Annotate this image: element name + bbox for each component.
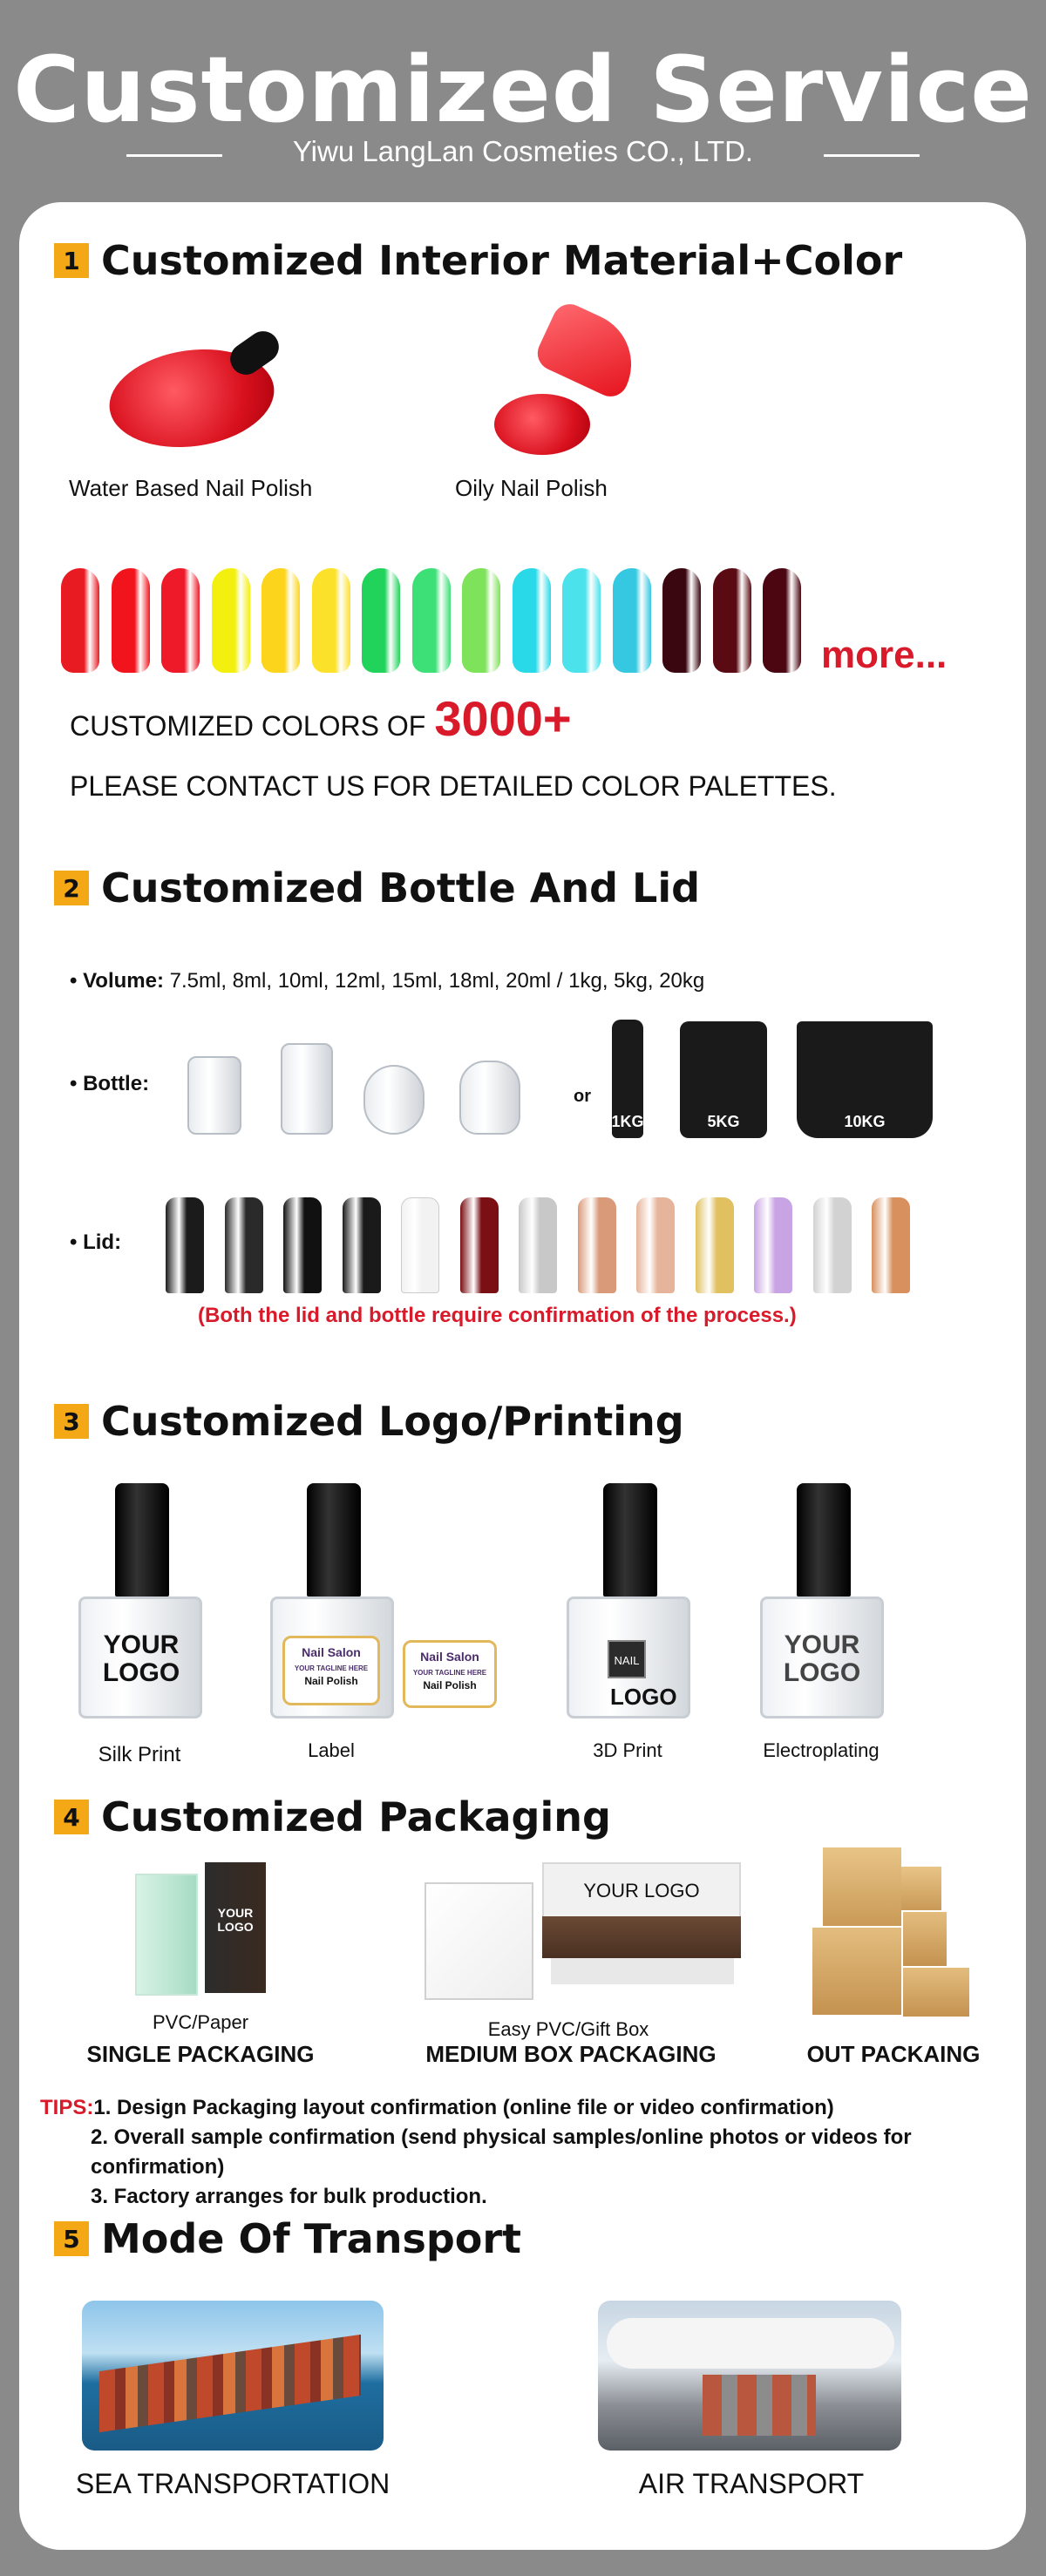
section-1-header — [54, 237, 902, 284]
section-5-header — [54, 2215, 521, 2262]
section-number: 5 — [54, 2221, 89, 2256]
color-swatch — [713, 568, 751, 673]
bottle-label: Bottle: — [83, 1072, 150, 1095]
color-swatch — [412, 568, 451, 673]
tip-item: 2. Overall sample confirmation (send physical samples/online photos or videos for confirmation) — [91, 2125, 912, 2179]
lid-sample — [283, 1197, 322, 1293]
contact-line: PLEASE CONTACT US FOR DETAILED COLOR PALETTES. — [70, 770, 837, 802]
section-4-header — [54, 1793, 611, 1840]
lid-sample — [225, 1197, 263, 1293]
medium-packaging-label: MEDIUM BOX PACKAGING — [425, 2041, 717, 2067]
lid-sample — [754, 1197, 792, 1293]
bottle-label-row — [70, 1072, 149, 1096]
sea-transport-label: SEA TRANSPORTATION — [75, 2468, 391, 2499]
air-transport-label: AIR TRANSPORT — [638, 2468, 865, 2499]
lid-sample — [813, 1197, 852, 1293]
lid-sample — [343, 1197, 381, 1293]
colors-prefix: CUSTOMIZED COLORS OF — [70, 710, 426, 742]
content-card: 1 Customized Interior Material+Color Water Based Nail Polish Oily Nail Polish more... CUSTOMIZED COLORS OF 3000+ PLEASE CONTACT US FOR DETAILED COLOR PALETTES. 2 Customized Bottle And Lid • Volume: 7.5ml, 8ml, 10ml, 12ml, 15ml, 18ml, 20ml / 1kg, 5kg, 20kg • Bottle: or 1KG 5KG 10KG • Lid: (Both the lid and bottle require confirmation of the process.) 3 Customized Logo/Printing YOUR LOGO Silk Print Nail Salon YOUR TAGLINE HERE Nail Polish Nail Salon YOUR TAGLINE HERE Nail Polish Label NAIL LOGO 3D Print YOUR LOGO Electroplating 4 Customized Packaging YOUR LOGO PVC/Paper SINGLE PACKAGING YOUR LOGO Easy PVC/Gift Box MEDIUM BOX PACKAGING OUT PACKAING TIPS:1. Design Packaging layout confirmation (online file or video confirmation) 2. Overall sample confirmation (send physical samples/online photos or videos for confirmation) 3. Factory arranges for bulk production. 5 Mode Of Transport SEA TRANSPORTATION AIR TRANSPORT — [19, 202, 1026, 2550]
5kg-jerrycan: 5KG — [680, 1021, 767, 1138]
10kg-bucket: 10KG — [797, 1021, 933, 1138]
lid-sample — [166, 1197, 204, 1293]
section-title: Mode Of Transport — [101, 2215, 522, 2262]
product-label: Water Based Nail Polish — [69, 475, 313, 501]
section-title: Customized Bottle And Lid — [101, 864, 701, 912]
cargo-ship-photo — [82, 2301, 384, 2451]
bullet-dot: • — [70, 969, 78, 993]
lid-sample — [578, 1197, 616, 1293]
lid-sample — [519, 1197, 557, 1293]
color-swatch — [262, 568, 300, 673]
out-packaging-label: OUT PACKAING — [806, 2041, 981, 2067]
process-note: (Both the lid and bottle require confirmation of the process.) — [198, 1304, 797, 1327]
lid-sample — [696, 1197, 734, 1293]
section-title: Customized Packaging — [101, 1793, 611, 1840]
color-swatch — [61, 568, 99, 673]
product-label: Oily Nail Polish — [455, 475, 608, 501]
or-label: or — [574, 1087, 591, 1106]
color-swatch — [562, 568, 601, 673]
volume-label: Volume: — [83, 969, 164, 993]
section-title: Customized Interior Material+Color — [101, 237, 903, 284]
more-colors-label: more... — [821, 634, 948, 676]
print-method-label: 3D Print — [593, 1739, 662, 1761]
tip-item: 3. Factory arranges for bulk production. — [91, 2185, 487, 2208]
lid-sample — [636, 1197, 675, 1293]
single-packaging-label: SINGLE PACKAGING — [86, 2041, 315, 2067]
lid-sample — [401, 1197, 439, 1293]
page-title: Customized Service — [13, 37, 1033, 143]
color-swatch — [212, 568, 250, 673]
color-swatch — [513, 568, 551, 673]
medium-packaging-sub: Easy PVC/Gift Box — [487, 2018, 649, 2040]
section-number: 1 — [54, 243, 89, 278]
volume-value: 7.5ml, 8ml, 10ml, 12ml, 15ml, 18ml, 20ml / 1kg, 5kg, 20kg — [169, 969, 705, 993]
print-method-label: Label — [308, 1739, 355, 1761]
colors-count-line — [70, 690, 572, 747]
tips-block — [40, 2093, 1026, 2212]
colors-count: 3000+ — [434, 691, 572, 746]
lid-sample — [460, 1197, 499, 1293]
color-swatch — [112, 568, 150, 673]
section-title: Customized Logo/Printing — [101, 1398, 684, 1445]
volume-row — [70, 969, 704, 993]
color-swatch — [362, 568, 400, 673]
1kg-bottle: 1KG — [612, 1020, 643, 1138]
color-swatch — [312, 568, 350, 673]
section-number: 2 — [54, 871, 89, 905]
color-swatch — [161, 568, 200, 673]
section-number: 4 — [54, 1800, 89, 1834]
cargo-plane-photo — [598, 2301, 901, 2451]
color-swatch — [462, 568, 500, 673]
color-swatch — [662, 568, 701, 673]
tip-item: 1. Design Packaging layout confirmation (online file or video confirmation) — [93, 2096, 834, 2119]
bullet-dot: • — [70, 1230, 78, 1254]
color-swatch — [763, 568, 801, 673]
section-3-header — [54, 1398, 684, 1445]
tips-heading: TIPS: — [40, 2096, 94, 2119]
section-2-header — [54, 864, 700, 912]
subtitle-divider-right — [824, 154, 920, 157]
lid-sample — [872, 1197, 910, 1293]
bullet-dot: • — [70, 1072, 78, 1095]
lid-label: Lid: — [83, 1230, 122, 1254]
lid-label-row — [70, 1230, 121, 1255]
company-subtitle: Yiwu LangLan Cosmeties CO., LTD. — [292, 135, 754, 167]
single-packaging-sub: PVC/Paper — [152, 2011, 249, 2033]
color-swatch — [613, 568, 651, 673]
section-number: 3 — [54, 1404, 89, 1439]
print-method-label: Silk Print — [98, 1743, 181, 1766]
print-method-label: Electroplating — [763, 1739, 880, 1761]
